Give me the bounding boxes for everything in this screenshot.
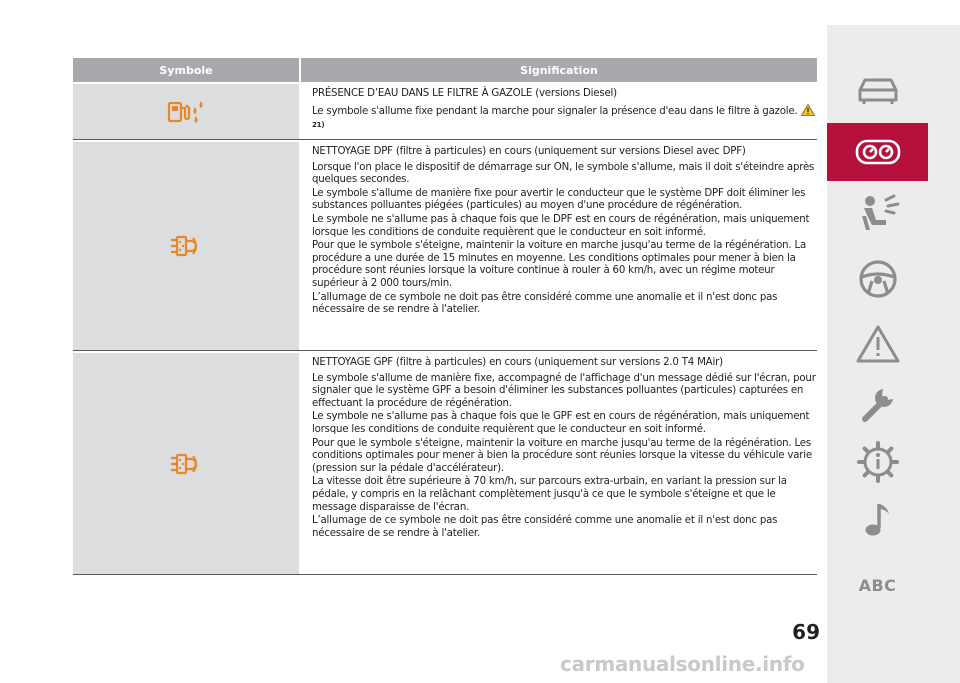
sidebar-item-driving[interactable] [827, 250, 928, 308]
row-paragraph: Le symbole ne s'allume pas à chaque fois que le DPF est en cours de régénération, mais uniquement lorsque les conditions de conduite requièrent que le conducteur en soit informé. [312, 213, 810, 238]
abc-index-icon: ABC [858, 575, 897, 595]
sidebar-item-multimedia[interactable] [827, 491, 928, 549]
header-symbol: Symbole [159, 63, 213, 77]
row-paragraph: Pour que le symbole s'éteigne, maintenir la voiture en marche jusqu'au terme de la régénération. La procédure a une durée de 15 minutes en moyenne. Les conditions optimales pour mener à bien la procédure sont réunies lorsque la voiture continue à rouler à 60 km/h, avec un régime moteur supérieur à 2 000 tours/min. [312, 240, 806, 289]
sidebar-item-safety[interactable] [827, 185, 928, 243]
symbol-table [73, 58, 817, 575]
sidebar-item-emergency[interactable] [827, 315, 928, 373]
chapter-sidebar [827, 25, 960, 683]
symbol-cell [73, 351, 299, 574]
page-number: 69 [792, 620, 820, 644]
sidebar-item-technical-data[interactable] [827, 433, 928, 491]
sidebar-item-dashboard[interactable] [827, 123, 928, 181]
footnote-ref: 21) [312, 121, 325, 130]
row-title: PRÉSENCE D’EAU DANS LE FILTRE À GAZOLE (versions Diesel) [312, 88, 617, 99]
table-row [73, 82, 817, 140]
row-title: NETTOYAGE DPF (filtre à particules) en cours (uniquement sur versions Diesel avec DPF) [312, 146, 746, 157]
gpf-regeneration-icon [169, 453, 203, 475]
row-paragraph: Le symbole s'allume de manière fixe, accompagné de l'affichage d'un message dédié sur l'écran, pour signaler que le système GPF a besoin d'éliminer les substances polluantes (particules) capturées en effectuant la procédure de régénération. [312, 372, 816, 409]
table-header [73, 58, 817, 82]
meaning-cell [299, 140, 817, 350]
table-row [73, 140, 817, 351]
symbol-cell [73, 140, 299, 350]
sidebar-item-maintenance[interactable] [827, 375, 928, 433]
row-paragraph: L’allumage de ce symbole ne doit pas être considéré comme une anomalie et il n'est donc pas nécessaire de se rendre à l'atelier. [312, 515, 778, 539]
warning-triangle-icon [801, 104, 815, 116]
row-paragraph: Le symbole s'allume de manière fixe pour avertir le conducteur que le système DPF doit éliminer les substances polluantes piégées (particules) au moyen d'une procédure de régénération. [312, 187, 806, 212]
table-row [73, 351, 817, 575]
sidebar-item-vehicle[interactable] [827, 65, 928, 117]
meaning-cell [299, 82, 817, 139]
water-in-fuel-filter-icon [166, 99, 206, 125]
car-icon [856, 76, 900, 106]
row-title: NETTOYAGE GPF (filtre à particules) en cours (uniquement sur versions 2.0 T4 MAir) [312, 357, 723, 368]
music-note-icon [861, 500, 895, 540]
row-paragraph: Le symbole ne s'allume pas à chaque fois que le GPF est en cours de régénération, mais uniquement lorsque les conditions de conduite requièrent que le conducteur en soit informé. [312, 411, 810, 435]
header-meaning: Signification [299, 58, 817, 82]
dpf-regeneration-icon [169, 235, 203, 257]
warning-triangle-icon [856, 325, 900, 363]
watermark: carmanualsonline.info [560, 652, 805, 676]
sidebar-item-index[interactable] [827, 565, 928, 605]
info-gear-icon [857, 441, 899, 483]
dashboard-icon [854, 137, 902, 167]
symbol-cell [73, 82, 299, 139]
row-paragraph: La vitesse doit être supérieure à 70 km/h, sur parcours extra-urbain, en variant la pression sur la pédale, y compris en la relâchant complètement jusqu'à ce que le symbole s'éteigne et que le message disparaisse de l'écran. [312, 476, 787, 513]
wrench-icon [857, 383, 899, 425]
meaning-cell [299, 351, 817, 574]
row-paragraph: Le symbole s'allume fixe pendant la marche pour signaler la présence d'eau dans le filtre à gazole. [312, 104, 817, 119]
row-paragraph: L’allumage de ce symbole ne doit pas être considéré comme une anomalie et il n'est donc pas nécessaire de se rendre à l'atelier. [312, 291, 778, 316]
steering-wheel-icon [858, 259, 898, 299]
row-paragraph: Lorsque l'on place le dispositif de démarrage sur ON, le symbole s'allume, mais il doit s'éteindre après quelques secondes. [312, 161, 815, 186]
airbag-seat-icon [856, 194, 900, 234]
row-paragraph: Pour que le symbole s'éteigne, maintenir la voiture en marche jusqu'au terme de la régénération. Les conditions optimales pour mener à bien la procédure sont réunies lorsque la vitesse du véhicule varie (pression sur la pédale d'accélérateur). [312, 437, 812, 474]
